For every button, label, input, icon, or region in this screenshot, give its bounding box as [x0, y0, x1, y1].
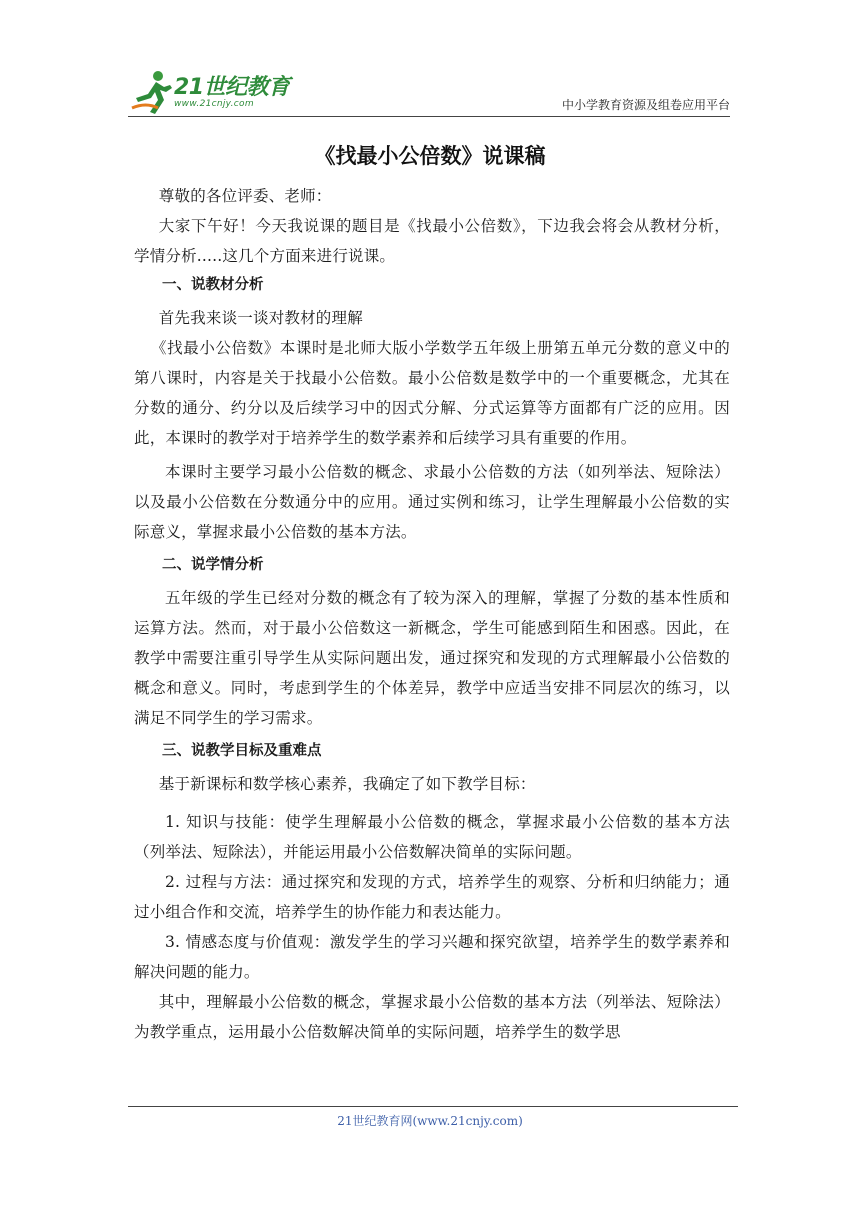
runner-icon [128, 68, 176, 116]
platform-tagline: 中小学教育资源及组卷应用平台 [561, 98, 730, 112]
section-1-paragraph-3: 本课时主要学习最小公倍数的概念、求最小公倍数的方法（如列举法、短除法）以及最小公倍数在分数通分中的应用。通过实例和练习，让学生理解最小公倍数的实际意义，掌握求最小公倍数的基本方法。 [134, 463, 730, 541]
greeting: 尊敬的各位评委、老师： [158, 187, 332, 205]
section-2-paragraph-1: 五年级的学生已经对分数的概念有了较为深入的理解，掌握了分数的基本性质和运算方法。然而，对于最小公倍数这一新概念，学生可能感到陌生和困惑。因此，在教学中需要注重引导学生从实际问题出发，通过探究和发现的方式理解最小公倍数的概念和意义。同时，考虑到学生的个体差异，教学中应适当安排不同层次的练习，以满足不同学生的学习需求。 [134, 589, 730, 727]
section-1-paragraph-2: 《找最小公倍数》本课时是北师大版小学数学五年级上册第五单元分数的意义中的第八课时，内容是关于找最小公倍数。最小公倍数是数学中的一个重要概念，尤其在分数的通分、约分以及后续学习中的因式分解、分式运算等方面都有广泛的应用。因此，本课时的教学对于培养学生的数学素养和后续学习具有重要的作用。 [134, 339, 730, 447]
header-divider [128, 116, 730, 117]
section-3-paragraph-2: 其中，理解最小公倍数的概念，掌握求最小公倍数的基本方法（列举法、短除法）为教学重点，运用最小公倍数解决简单的实际问题，培养学生的数学思 [134, 993, 730, 1041]
logo-text: 21世纪教育 [174, 75, 290, 100]
section-heading-2: 二、说学情分析 [162, 557, 264, 573]
footer-divider [128, 1106, 738, 1107]
page-header [128, 66, 730, 118]
logo-url: www.21cnjy.com [174, 99, 254, 109]
section-1-paragraph-1: 首先我来谈一谈对教材的理解 [158, 309, 363, 327]
section-heading-3: 三、说教学目标及重难点 [162, 743, 322, 759]
objective-item-2: 2. 过程与方法：通过探究和发现的方式，培养学生的观察、分析和归纳能力；通过小组合作和交流，培养学生的协作能力和表达能力。 [134, 873, 730, 921]
objective-item-1: 1. 知识与技能：使学生理解最小公倍数的概念，掌握求最小公倍数的基本方法（列举法、短除法），并能运用最小公倍数解决简单的实际问题。 [134, 813, 730, 861]
section-3-paragraph-1: 基于新课标和数学核心素养，我确定了如下教学目标： [158, 775, 536, 793]
document-body [134, 181, 730, 1047]
footer-link[interactable]: 21世纪教育网(www.21cnjy.com) [337, 1114, 523, 1128]
intro-paragraph: 大家下午好！今天我说课的题目是《找最小公倍数》，下边我会将会从教材分析，学情分析.....这几个方面来进行说课。 [134, 217, 730, 265]
objective-item-3: 3. 情感态度与价值观：激发学生的学习兴趣和探究欲望，培养学生的数学素养和解决问题的能力。 [134, 933, 730, 981]
section-heading-1: 一、说教材分析 [162, 277, 264, 293]
document-title: 《找最小公倍数》说课稿 [314, 144, 546, 168]
site-logo[interactable] [128, 66, 298, 116]
